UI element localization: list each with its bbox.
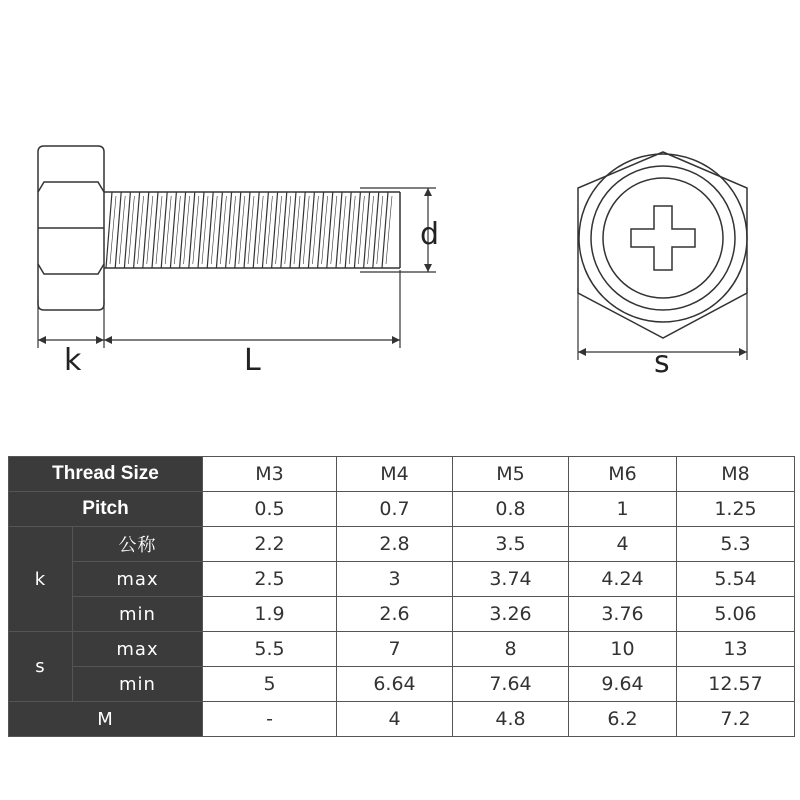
pitch-header: Pitch (9, 492, 203, 527)
value-cell: 7 (337, 632, 453, 667)
table-row-s-min (9, 667, 795, 702)
size-cell: M8 (677, 457, 795, 492)
k-max-header: max (73, 562, 203, 597)
value-cell: 2.2 (203, 527, 337, 562)
table-row-k-max (9, 562, 795, 597)
s-header: s (9, 632, 73, 702)
value-cell: 1.9 (203, 597, 337, 632)
bolt-head-side-view (38, 146, 104, 310)
value-cell: - (203, 702, 337, 737)
bolt-thread (104, 192, 400, 268)
value-cell: 2.8 (337, 527, 453, 562)
value-cell: 5.54 (677, 562, 795, 597)
value-cell: 3.74 (453, 562, 569, 597)
size-cell: M3 (203, 457, 337, 492)
value-cell: 5.06 (677, 597, 795, 632)
value-cell: 7.64 (453, 667, 569, 702)
table-row-m (9, 702, 795, 737)
size-cell: M4 (337, 457, 453, 492)
s-min-header: min (73, 667, 203, 702)
m-header: M (9, 702, 203, 737)
d-label: d (420, 217, 440, 252)
value-cell: 6.2 (569, 702, 677, 737)
table-row-k-min (9, 597, 795, 632)
value-cell: 12.57 (677, 667, 795, 702)
value-cell: 1.25 (677, 492, 795, 527)
value-cell: 3.76 (569, 597, 677, 632)
value-cell: 8 (453, 632, 569, 667)
k-header: k (9, 527, 73, 632)
value-cell: 0.5 (203, 492, 337, 527)
value-cell: 2.6 (337, 597, 453, 632)
k-label: k (64, 343, 82, 378)
value-cell: 6.64 (337, 667, 453, 702)
table-row-thread-size (9, 457, 795, 492)
value-cell: 0.8 (453, 492, 569, 527)
value-cell: 4 (569, 527, 677, 562)
value-cell: 5.5 (203, 632, 337, 667)
value-cell: 4 (337, 702, 453, 737)
table-row-pitch (9, 492, 795, 527)
table-row-k-nominal (9, 527, 795, 562)
bolt-head-top-view (578, 152, 747, 338)
L-label: L (244, 343, 261, 378)
value-cell: 5 (203, 667, 337, 702)
thread-size-header: Thread Size (9, 457, 203, 492)
value-cell: 1 (569, 492, 677, 527)
value-cell: 3 (337, 562, 453, 597)
value-cell: 5.3 (677, 527, 795, 562)
value-cell: 4.24 (569, 562, 677, 597)
cross-recess-icon (631, 206, 695, 270)
size-cell: M6 (569, 457, 677, 492)
k-L-dimension (38, 270, 400, 348)
value-cell: 10 (569, 632, 677, 667)
value-cell: 0.7 (337, 492, 453, 527)
k-min-header: min (73, 597, 203, 632)
value-cell: 3.5 (453, 527, 569, 562)
value-cell: 2.5 (203, 562, 337, 597)
value-cell: 4.8 (453, 702, 569, 737)
value-cell: 7.2 (677, 702, 795, 737)
s-label: s (654, 345, 670, 380)
value-cell: 13 (677, 632, 795, 667)
value-cell: 9.64 (569, 667, 677, 702)
value-cell: 3.26 (453, 597, 569, 632)
table-row-s-max (9, 632, 795, 667)
size-cell: M5 (453, 457, 569, 492)
k-nominal-header: 公称 (73, 527, 203, 562)
s-max-header: max (73, 632, 203, 667)
spec-table (8, 456, 795, 737)
